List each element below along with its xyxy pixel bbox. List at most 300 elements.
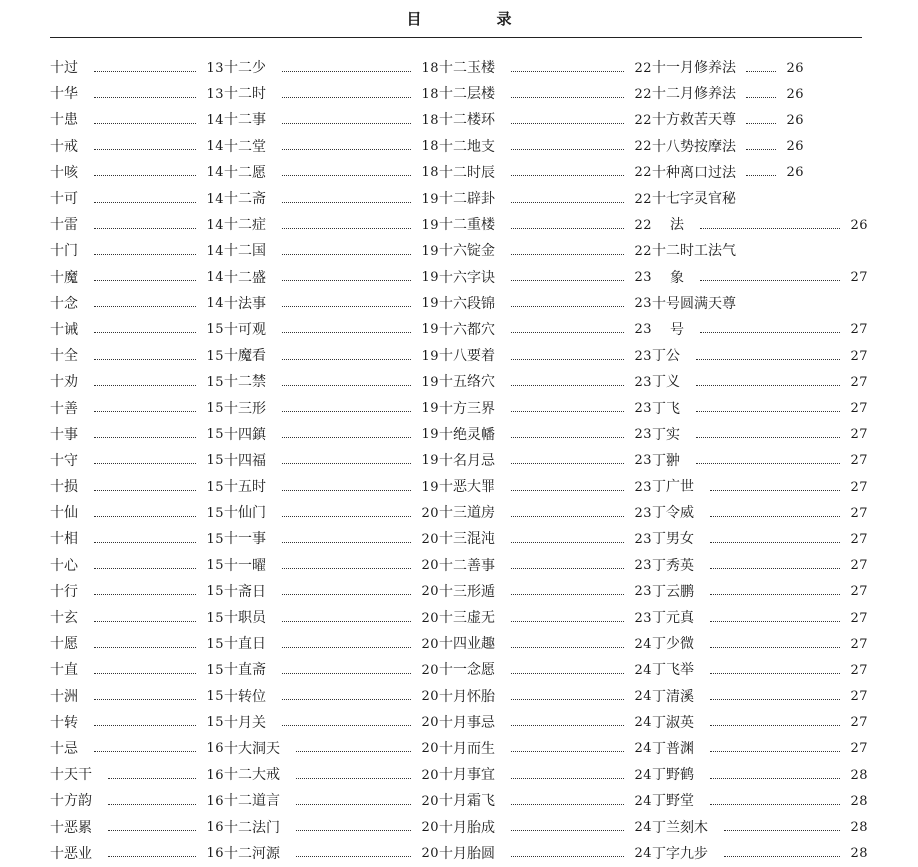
- toc-entry-term: 十一月修养法: [652, 60, 736, 77]
- toc-entry: [652, 500, 868, 526]
- toc-entry: [224, 369, 439, 395]
- toc-entry: [439, 238, 652, 264]
- toc-entry-term: 丁清溪: [652, 688, 694, 705]
- dot-leader: [94, 699, 196, 700]
- toc-entry-term: 十转: [50, 714, 78, 731]
- toc-entry-term: 法: [670, 217, 684, 234]
- dot-leader: [511, 359, 624, 360]
- toc-entry-term: 十月胎成: [439, 819, 495, 836]
- toc-entry-page-number: 16: [206, 793, 224, 809]
- dot-leader: [108, 856, 196, 857]
- dot-leader: [94, 359, 196, 360]
- dot-leader: [282, 280, 411, 281]
- toc-entry: [652, 736, 868, 762]
- toc-entry: [224, 474, 439, 500]
- toc-entry: [224, 186, 439, 212]
- toc-entry-page-number: 24: [634, 793, 652, 809]
- dot-leader: [282, 359, 411, 360]
- toc-entry-term: 丁义: [652, 374, 680, 391]
- dot-leader: [710, 542, 840, 543]
- toc-entry-page-number: 23: [634, 296, 652, 312]
- toc-entry: [50, 814, 224, 840]
- dot-leader: [282, 516, 411, 517]
- toc-entry-term: 十二辟卦: [439, 191, 495, 208]
- toc-entry-page-number: 19: [421, 191, 439, 207]
- dot-leader: [282, 490, 411, 491]
- toc-entry: [50, 500, 224, 526]
- toc-entry: [50, 736, 224, 762]
- dot-leader: [511, 411, 624, 412]
- toc-entry-term: 十相: [50, 531, 78, 548]
- toc-entry-term: 十念: [50, 295, 78, 312]
- toc-entry: [50, 212, 224, 238]
- toc-entry: [652, 684, 868, 710]
- toc-entry: [50, 579, 224, 605]
- toc-entry-page-number: 15: [206, 610, 224, 626]
- title-divider: [50, 37, 862, 38]
- toc-entry-term: 十五络穴: [439, 374, 495, 391]
- toc-entry: [224, 81, 439, 107]
- toc-entry-term: 丁兰刻木: [652, 819, 708, 836]
- toc-entry-term: 十月关: [224, 714, 266, 731]
- toc-entry: [50, 343, 224, 369]
- toc-entry: [652, 81, 868, 107]
- toc-entry-term: 十三形遁: [439, 583, 495, 600]
- toc-entry: [652, 526, 868, 552]
- toc-entry-term: 丁公: [652, 348, 680, 365]
- dot-leader: [710, 751, 840, 752]
- dot-leader: [282, 725, 411, 726]
- toc-entry-page-number: 20: [421, 610, 439, 626]
- toc-entry-term: 十二时辰: [439, 164, 495, 181]
- toc-entry: [439, 631, 652, 657]
- toc-entry: [50, 317, 224, 343]
- toc-entry: [439, 291, 652, 317]
- dot-leader: [94, 673, 196, 674]
- toc-entry-page-number: 20: [421, 820, 439, 836]
- toc-entry: [439, 684, 652, 710]
- dot-leader: [710, 778, 840, 779]
- toc-entry-page-number: 15: [206, 558, 224, 574]
- dot-leader: [282, 71, 411, 72]
- toc-entry: [439, 212, 652, 238]
- toc-entry-page-number: 20: [421, 636, 439, 652]
- toc-entry-term: 十过: [50, 60, 78, 77]
- toc-entry-page-number: 22: [634, 86, 652, 102]
- toc-entry-term: 丁男女: [652, 531, 694, 548]
- toc-entry: [50, 657, 224, 683]
- toc-entry-term: 丁野鹤: [652, 767, 694, 784]
- dot-leader: [696, 359, 840, 360]
- dot-leader: [746, 149, 776, 150]
- dot-leader: [511, 673, 624, 674]
- toc-entry-term: 十恶大罪: [439, 479, 495, 496]
- dot-leader: [710, 490, 840, 491]
- dot-leader: [282, 202, 411, 203]
- toc-entry: [652, 317, 868, 343]
- toc-entry-term: 十戒: [50, 138, 78, 155]
- dot-leader: [511, 123, 624, 124]
- toc-entry: [224, 422, 439, 448]
- toc-entry-term: 十二事: [224, 112, 266, 129]
- toc-entry-term: 十二玉楼: [439, 60, 495, 77]
- toc-entry-term: 十直: [50, 662, 78, 679]
- dot-leader: [94, 542, 196, 543]
- toc-entry-term: 十八势按摩法: [652, 138, 736, 155]
- toc-entry-page-number: 27: [850, 401, 868, 417]
- toc-entry-page-number: 18: [421, 86, 439, 102]
- dot-leader: [282, 149, 411, 150]
- toc-entry-page-number: 20: [421, 558, 439, 574]
- toc-entry-term: 十月事宜: [439, 767, 495, 784]
- dot-leader: [710, 699, 840, 700]
- toc-entry: [652, 186, 868, 212]
- toc-entry-page-number: 18: [421, 112, 439, 128]
- dot-leader: [94, 385, 196, 386]
- toc-entry-term: 十损: [50, 479, 78, 496]
- toc-entry-term: 十可: [50, 191, 78, 208]
- toc-entry-page-number: 28: [850, 767, 868, 783]
- toc-entry: [439, 422, 652, 448]
- toc-entry-page-number: 27: [850, 662, 868, 678]
- toc-entry-term: 丁少微: [652, 636, 694, 653]
- dot-leader: [296, 778, 411, 779]
- dot-leader: [696, 463, 840, 464]
- dot-leader: [94, 149, 196, 150]
- toc-entry-term: 十二道言: [224, 793, 280, 810]
- toc-entry-term: 丁飞: [652, 400, 680, 417]
- toc-entry-page-number: 23: [634, 531, 652, 547]
- toc-entry-page-number: 23: [634, 610, 652, 626]
- dot-leader: [511, 621, 624, 622]
- dot-leader: [511, 463, 624, 464]
- dot-leader: [108, 778, 196, 779]
- toc-entry-term: 十四福: [224, 452, 266, 469]
- toc-entry-term: 十号圆满天尊: [652, 295, 736, 312]
- dot-leader: [511, 804, 624, 805]
- toc-entry: [224, 526, 439, 552]
- toc-entry-page-number: 26: [786, 60, 804, 76]
- dot-leader: [94, 568, 196, 569]
- dot-leader: [511, 778, 624, 779]
- dot-leader: [94, 202, 196, 203]
- toc-entry-term: 十洲: [50, 688, 78, 705]
- dot-leader: [511, 332, 624, 333]
- toc-entry: [439, 710, 652, 736]
- dot-leader: [696, 411, 840, 412]
- toc-entry-term: 十二月修养法: [652, 86, 736, 103]
- toc-entry: [439, 605, 652, 631]
- toc-entry-term: 十二国: [224, 243, 266, 260]
- toc-entry-page-number: 16: [206, 767, 224, 783]
- dot-leader: [282, 254, 411, 255]
- toc-entry: [439, 317, 652, 343]
- toc-entry-page-number: 18: [421, 60, 439, 76]
- toc-entry: [50, 448, 224, 474]
- toc-entry: [439, 448, 652, 474]
- toc-entry-term: 丁秀英: [652, 557, 694, 574]
- dot-leader: [282, 621, 411, 622]
- toc-entry-term: 十方救苦天尊: [652, 112, 736, 129]
- toc-entry-page-number: 19: [421, 427, 439, 443]
- toc-entry: [224, 395, 439, 421]
- dot-leader: [282, 647, 411, 648]
- toc-entry: [50, 710, 224, 736]
- dot-leader: [282, 542, 411, 543]
- toc-entry: [224, 317, 439, 343]
- toc-entry: [439, 186, 652, 212]
- toc-entry-page-number: 27: [850, 427, 868, 443]
- toc-entry-page-number: 19: [421, 322, 439, 338]
- toc-entry-page-number: 28: [850, 846, 868, 862]
- dot-leader: [282, 228, 411, 229]
- toc-entry-page-number: 24: [634, 689, 652, 705]
- toc-entry: [50, 474, 224, 500]
- toc-entry: [439, 657, 652, 683]
- toc-entry-page-number: 18: [421, 165, 439, 181]
- toc-entry-term: 十二斋: [224, 191, 266, 208]
- toc-entry-page-number: 27: [850, 741, 868, 757]
- dot-leader: [511, 856, 624, 857]
- toc-entry-page-number: 27: [850, 689, 868, 705]
- dot-leader: [282, 332, 411, 333]
- toc-entry-page-number: 20: [421, 715, 439, 731]
- toc-entry-page-number: 24: [634, 767, 652, 783]
- page-title: 目 录: [406, 10, 542, 28]
- dot-leader: [746, 97, 776, 98]
- dot-leader: [696, 385, 840, 386]
- toc-entry: [652, 631, 868, 657]
- toc-entry-term: 十劝: [50, 374, 78, 391]
- dot-leader: [511, 699, 624, 700]
- dot-leader: [94, 280, 196, 281]
- dot-leader: [746, 175, 776, 176]
- toc-entry-term: 十月胎圆: [439, 845, 495, 862]
- dot-leader: [282, 175, 411, 176]
- toc-entry: [50, 422, 224, 448]
- toc-entry: [439, 474, 652, 500]
- toc-entry: [439, 369, 652, 395]
- toc-entry-term: 十魔看: [224, 348, 266, 365]
- dot-leader: [724, 830, 840, 831]
- toc-entry-page-number: 14: [206, 296, 224, 312]
- toc-entry: [50, 841, 224, 867]
- toc-entry: [224, 736, 439, 762]
- dot-leader: [710, 725, 840, 726]
- dot-leader: [282, 385, 411, 386]
- toc-entry-term: 十大洞天: [224, 740, 280, 757]
- toc-entry-page-number: 23: [634, 270, 652, 286]
- dot-leader: [94, 175, 196, 176]
- toc-entry: [652, 762, 868, 788]
- toc-entry: [439, 81, 652, 107]
- toc-entry: [439, 395, 652, 421]
- toc-entry: [652, 212, 868, 238]
- toc-entry: [652, 657, 868, 683]
- dot-leader: [108, 804, 196, 805]
- toc-entry: [224, 55, 439, 81]
- toc-entry-term: 十二堂: [224, 138, 266, 155]
- dot-leader: [94, 228, 196, 229]
- dot-leader: [94, 123, 196, 124]
- toc-entry: [224, 684, 439, 710]
- toc-column-2: [224, 55, 439, 867]
- dot-leader: [511, 228, 624, 229]
- dot-leader: [108, 830, 196, 831]
- dot-leader: [94, 516, 196, 517]
- toc-column-1: [50, 55, 224, 867]
- toc-entry: [652, 107, 868, 133]
- toc-entry-term: 十名月忌: [439, 452, 495, 469]
- toc-entry-page-number: 15: [206, 374, 224, 390]
- dot-leader: [94, 463, 196, 464]
- toc-entry-term: 号: [670, 321, 684, 338]
- toc-entry: [439, 736, 652, 762]
- dot-leader: [511, 490, 624, 491]
- toc-entry: [224, 291, 439, 317]
- toc-entry-term: 十可观: [224, 321, 266, 338]
- dot-leader: [94, 725, 196, 726]
- toc-entry-term: 十二善事: [439, 557, 495, 574]
- toc-entry: [652, 579, 868, 605]
- toc-entry-term: 十直斋: [224, 662, 266, 679]
- toc-entry-page-number: 26: [850, 217, 868, 233]
- toc-entry: [439, 500, 652, 526]
- toc-entry-page-number: 19: [421, 348, 439, 364]
- toc-entry-term: 十二层楼: [439, 86, 495, 103]
- toc-entry-term: 十华: [50, 86, 78, 103]
- dot-leader: [282, 123, 411, 124]
- toc-entry-page-number: 19: [421, 453, 439, 469]
- dot-leader: [282, 97, 411, 98]
- toc-entry: [224, 448, 439, 474]
- toc-entry-term: 十守: [50, 452, 78, 469]
- toc-entry-page-number: 20: [421, 505, 439, 521]
- toc-entry-page-number: 14: [206, 165, 224, 181]
- toc-entry-term: 丁飞举: [652, 662, 694, 679]
- toc-entry: [652, 474, 868, 500]
- dot-leader: [700, 228, 840, 229]
- toc-entry-page-number: 27: [850, 531, 868, 547]
- toc-entry-page-number: 15: [206, 479, 224, 495]
- dot-leader: [282, 463, 411, 464]
- toc-entry-page-number: 18: [421, 139, 439, 155]
- dot-leader: [282, 411, 411, 412]
- toc-entry: [439, 814, 652, 840]
- toc-entry: [439, 343, 652, 369]
- toc-entry: [50, 265, 224, 291]
- toc-entry: [652, 788, 868, 814]
- toc-entry-term: 十全: [50, 348, 78, 365]
- toc-entry-page-number: 24: [634, 820, 652, 836]
- toc-entry-page-number: 14: [206, 139, 224, 155]
- toc-entry-page-number: 20: [421, 741, 439, 757]
- dot-leader: [296, 751, 411, 752]
- toc-entry: [224, 107, 439, 133]
- dot-leader: [282, 568, 411, 569]
- toc-entry-page-number: 27: [850, 610, 868, 626]
- toc-entry: [652, 291, 868, 317]
- toc-entry-term: 十月事忌: [439, 714, 495, 731]
- dot-leader: [700, 332, 840, 333]
- toc-entry-term: 十二大戒: [224, 767, 280, 784]
- toc-entry-page-number: 16: [206, 741, 224, 757]
- dot-leader: [511, 149, 624, 150]
- toc-entry: [50, 605, 224, 631]
- dot-leader: [94, 332, 196, 333]
- toc-entry-term: 十六字诀: [439, 269, 495, 286]
- toc-entry: [439, 160, 652, 186]
- toc-entry-page-number: 20: [421, 793, 439, 809]
- toc-entry-page-number: 15: [206, 401, 224, 417]
- toc-entry: [50, 788, 224, 814]
- toc-entry: [224, 788, 439, 814]
- dot-leader: [282, 306, 411, 307]
- dot-leader: [296, 830, 411, 831]
- toc-entry: [50, 160, 224, 186]
- dot-leader: [94, 647, 196, 648]
- toc-entry-page-number: 20: [421, 584, 439, 600]
- dot-leader: [94, 621, 196, 622]
- toc-entry-term: 十三形: [224, 400, 266, 417]
- toc-entry: [224, 657, 439, 683]
- toc-entry-page-number: 15: [206, 322, 224, 338]
- dot-leader: [746, 71, 776, 72]
- dot-leader: [94, 490, 196, 491]
- toc-entry: [224, 343, 439, 369]
- toc-entry: [50, 134, 224, 160]
- toc-entry: [439, 762, 652, 788]
- toc-entry: [50, 291, 224, 317]
- toc-entry-term: 丁普渊: [652, 740, 694, 757]
- toc-entry: [652, 160, 868, 186]
- toc-entry-term: 十二地支: [439, 138, 495, 155]
- toc-entry-page-number: 23: [634, 322, 652, 338]
- toc-entry: [50, 186, 224, 212]
- toc-entry-term: 十月霜飞: [439, 793, 495, 810]
- toc-entry-term: 十玄: [50, 610, 78, 627]
- toc-entry-term: 十六都穴: [439, 321, 495, 338]
- dot-leader: [511, 306, 624, 307]
- toc-entry-page-number: 15: [206, 584, 224, 600]
- toc-entry-term: 十天干: [50, 767, 92, 784]
- toc-entry: [50, 684, 224, 710]
- dot-leader: [511, 647, 624, 648]
- dot-leader: [511, 516, 624, 517]
- toc-entry-term: 丁淑英: [652, 714, 694, 731]
- dot-leader: [94, 71, 196, 72]
- dot-leader: [710, 673, 840, 674]
- toc-entry: [439, 553, 652, 579]
- dot-leader: [282, 699, 411, 700]
- toc-entry: [439, 134, 652, 160]
- toc-entry-page-number: 22: [634, 217, 652, 233]
- toc-entry-term: 十月怀胎: [439, 688, 495, 705]
- toc-entry-term: 十方三界: [439, 400, 495, 417]
- toc-entry: [224, 265, 439, 291]
- toc-entry-term: 十七字灵官秘: [652, 191, 736, 208]
- toc-entry: [224, 134, 439, 160]
- toc-entry-term: 十二禁: [224, 374, 266, 391]
- dot-leader: [511, 280, 624, 281]
- toc-entry-page-number: 23: [634, 505, 652, 521]
- toc-entry-term: 丁字九步: [652, 845, 708, 862]
- toc-entry-page-number: 22: [634, 60, 652, 76]
- toc-entry-term: 十二重楼: [439, 217, 495, 234]
- toc-entry-page-number: 15: [206, 662, 224, 678]
- toc-entry: [652, 265, 868, 291]
- toc-entry-page-number: 14: [206, 243, 224, 259]
